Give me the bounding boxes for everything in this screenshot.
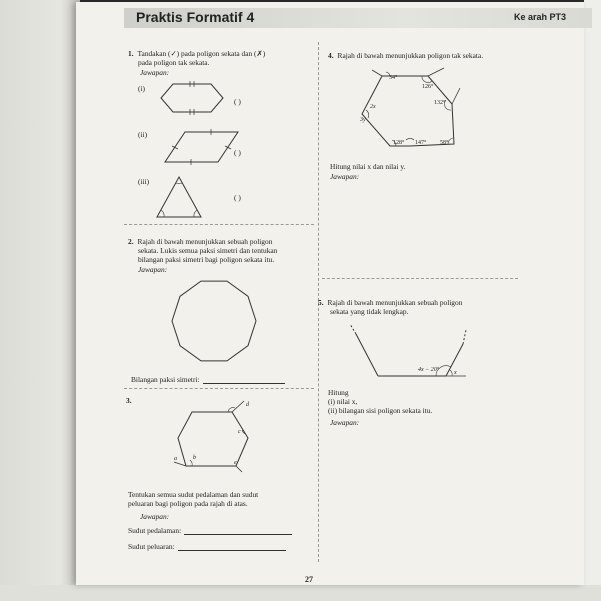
- q4-prompt: Hitung nilai x dan nilai y.: [330, 162, 406, 171]
- q4-angle-34: 34°: [389, 75, 398, 81]
- background-right-edge: [584, 0, 601, 601]
- background-bottom: [0, 585, 601, 601]
- q3-label-b: b: [193, 455, 196, 461]
- q3-line1: Tentukan semua sudut pedalaman dan sudut: [128, 490, 259, 499]
- divider-q2-q3: [124, 388, 314, 389]
- q5-x-label: x: [454, 370, 457, 376]
- q4-angle-147: 147°: [415, 140, 427, 146]
- q5-line1: Rajah di bawah menunjukkan sebuah poligon: [327, 298, 463, 307]
- q2-blank-label: Bilangan paksi simetri:: [131, 375, 200, 384]
- header-right-label: Ke arah PT3: [513, 12, 566, 22]
- q3-interior-blank[interactable]: [184, 527, 292, 535]
- q1-text-line2: pada poligon tak sekata.: [138, 58, 210, 67]
- q1-parallelogram-figure: [163, 128, 243, 168]
- q2-axes-answer-line: [131, 375, 321, 384]
- q2-line2: sekata. Lukis semua paksi simetri dan tentukan: [138, 246, 278, 255]
- q3-answer-label: Jawapan:: [140, 512, 170, 521]
- q3-label-a: a: [174, 456, 177, 462]
- q2-number: 2.: [128, 237, 134, 246]
- divider-q4-q5: [322, 278, 518, 279]
- q1-hexagon-figure: [161, 80, 231, 120]
- q5-calc-label: Hitung: [328, 388, 349, 397]
- q4-text: [328, 51, 578, 60]
- q1-text: [128, 49, 313, 58]
- q2-line3: bilangan paksi simetri bagi poligon sekata itu.: [138, 255, 275, 264]
- page-title: Praktis Formatif 4: [136, 9, 255, 25]
- q2-decagon-figure: [170, 277, 260, 367]
- q4-angle-2x: 2x: [370, 104, 376, 110]
- q3-interior-label: Sudut pedalaman:: [128, 526, 182, 535]
- q1-item-i-label: (i): [138, 84, 145, 93]
- q4-irregular-polygon-figure: [352, 66, 467, 156]
- q3-number: 3.: [126, 396, 132, 405]
- q1-answer-label: Jawapan:: [140, 68, 170, 77]
- q3-exterior-label: Sudut peluaran:: [128, 542, 175, 551]
- q4-angle-132: 132°: [434, 100, 446, 106]
- q5-text-line1: [318, 298, 578, 307]
- q3-line2: peluaran bagi poligon pada rajah di atas.: [128, 499, 248, 508]
- q4-answer-label: Jawapan:: [330, 172, 360, 181]
- q4-angle-126: 126°: [422, 84, 434, 90]
- q4-text-line: Rajah di bawah menunjukkan poligon tak sekata.: [337, 51, 484, 60]
- q3-exterior-line: [128, 542, 318, 551]
- q1-item-ii-answer-box[interactable]: ( ): [234, 148, 241, 157]
- background-left-page: [0, 0, 80, 601]
- divider-q1-q2: [124, 224, 314, 225]
- q1-item-iii-answer-box[interactable]: ( ): [234, 193, 241, 202]
- q3-label-d: d: [246, 402, 249, 408]
- q4-angle-3y: 3y: [360, 117, 366, 123]
- q5-angle-label: 4x − 20°: [418, 367, 440, 373]
- q5-partial-polygon-figure: [338, 324, 508, 384]
- q3-hexagon-figure: [172, 396, 262, 476]
- q1-item-iii-label: (iii): [138, 177, 150, 186]
- q3-interior-line: [128, 526, 318, 535]
- q5-number: 5.: [318, 298, 324, 307]
- q2-answer-label: Jawapan:: [138, 265, 168, 274]
- page-number: 27: [305, 575, 313, 584]
- q4-angle-58: 58°: [440, 140, 449, 146]
- q3-label-e: e: [234, 460, 237, 466]
- q3-exterior-blank[interactable]: [178, 543, 286, 551]
- q4-angle-128: 128°: [393, 140, 405, 146]
- q5-answer-label: Jawapan:: [330, 418, 360, 427]
- q5-part-i: (i) nilai x,: [328, 397, 358, 406]
- worksheet-page: [76, 2, 584, 585]
- q1-text-line1: Tandakan (✓) pada poligon sekata dan (✗): [137, 49, 266, 58]
- q1-number: 1.: [128, 49, 134, 58]
- q2-answer-blank[interactable]: [203, 376, 285, 384]
- q1-item-i-answer-box[interactable]: ( ): [234, 97, 241, 106]
- q1-triangle-figure: [156, 175, 206, 221]
- q5-part-ii: (ii) bilangan sisi poligon sekata itu.: [328, 406, 433, 415]
- q4-number: 4.: [328, 51, 334, 60]
- q2-text-line1: [128, 237, 313, 246]
- q3-label-c: c: [238, 429, 241, 435]
- q1-item-ii-label: (ii): [138, 130, 148, 139]
- q2-line1: Rajah di bawah menunjukkan sebuah poligon: [137, 237, 273, 246]
- q5-line2: sekata yang tidak lengkap.: [330, 307, 409, 316]
